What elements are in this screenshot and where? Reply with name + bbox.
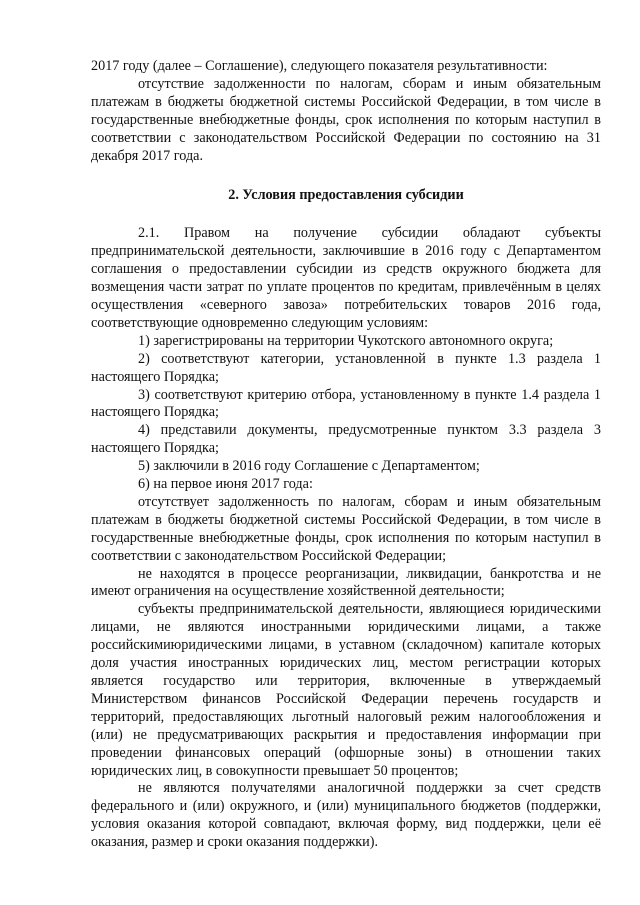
section-heading: 2. Условия предоставления субсидии [228, 187, 464, 204]
document-page [91, 58, 601, 852]
paragraph-continuation: 2017 году (далее – Соглашение), следующего показателя результативности: [91, 58, 548, 74]
condition-item-2: 2) соответствуют категории, установленной в пункте 1.3 раздела 1 настоящего Порядка; [91, 350, 601, 385]
condition-item-3: 3) соответствуют критерию отбора, установленному в пункте 1.4 раздела 1 настоящего Порядка; [91, 386, 601, 421]
condition-item-6: 6) на первое июня 2017 года: [138, 476, 313, 493]
subcondition-no-debt: отсутствует задолженность по налогам, сборам и иным обязательным платежам в бюджеты бюджетной системы Российской Федерации, в том числе в государственные внебюджетные фонды, срок исполнения по которым наступил в соответствии с законодательством Российской Федерации; [91, 493, 601, 564]
condition-item-4: 4) представили документы, предусмотренные пунктом 3.3 раздела 3 настоящего Порядка; [91, 422, 601, 457]
condition-item-5: 5) заключили в 2016 году Соглашение с Департаментом; [138, 458, 480, 475]
paragraph-indicator: отсутствие задолженности по налогам, сборам и иным обязательным платежам в бюджеты бюджетной системы Российской Федерации, в том числе в государственные внебюджетные фонды, срок исполнения по которым наступил в соответствии с законодательством Российской Федерации по состоянию на 31 декабря 2017 года. [91, 75, 601, 164]
subcondition-no-reorganization: не находятся в процессе реорганизации, ликвидации, банкротства и не имеют ограничения на осуществление хозяйственной деятельности; [91, 565, 601, 600]
condition-item-1: 1) зарегистрированы на территории Чукотского автономного округа; [138, 332, 554, 349]
paragraph-2-1: 2.1. Правом на получение субсидии обладают субъекты предпринимательской деятельности, заключившие в 2016 году с Департаментом соглашения о предоставлении субсидии из средств окружного бюджета для возмещения части затрат по уплате процентов по кредитам, привлечённым в целях осуществления «северного завоза» потребительских товаров 2016 года, соответствующие одновременно следующим условиям: [91, 225, 601, 331]
subcondition-not-foreign: субъекты предпринимательской деятельности, являющиеся юридическими лицами, не являются иностранными юридическими лицами, а также российскимиюридическими лицами, в уставном (складочном) капитале которых доля участия иностранных юридических лиц, местом регистрации которых является государство или территория, включенные в утверждаемый Министерством финансов Российской Федерации перечень государств и территорий, предоставляющих льготный налоговый режим налогообложения и (или) не предусматривающих раскрытия и предоставления информации при проведении финансовых операций (офшорные зоны) в отношении таких юридических лиц, в совокупности превышает 50 процентов; [91, 601, 601, 779]
subcondition-no-similar-support: не являются получателями аналогичной поддержки за счет средств федерального и (или) окружного, и (или) муниципального бюджетов (поддержки, условия оказания которой совпадают, включая форму, вид поддержки, цели её оказания, размер и сроки оказания поддержки). [91, 780, 601, 851]
